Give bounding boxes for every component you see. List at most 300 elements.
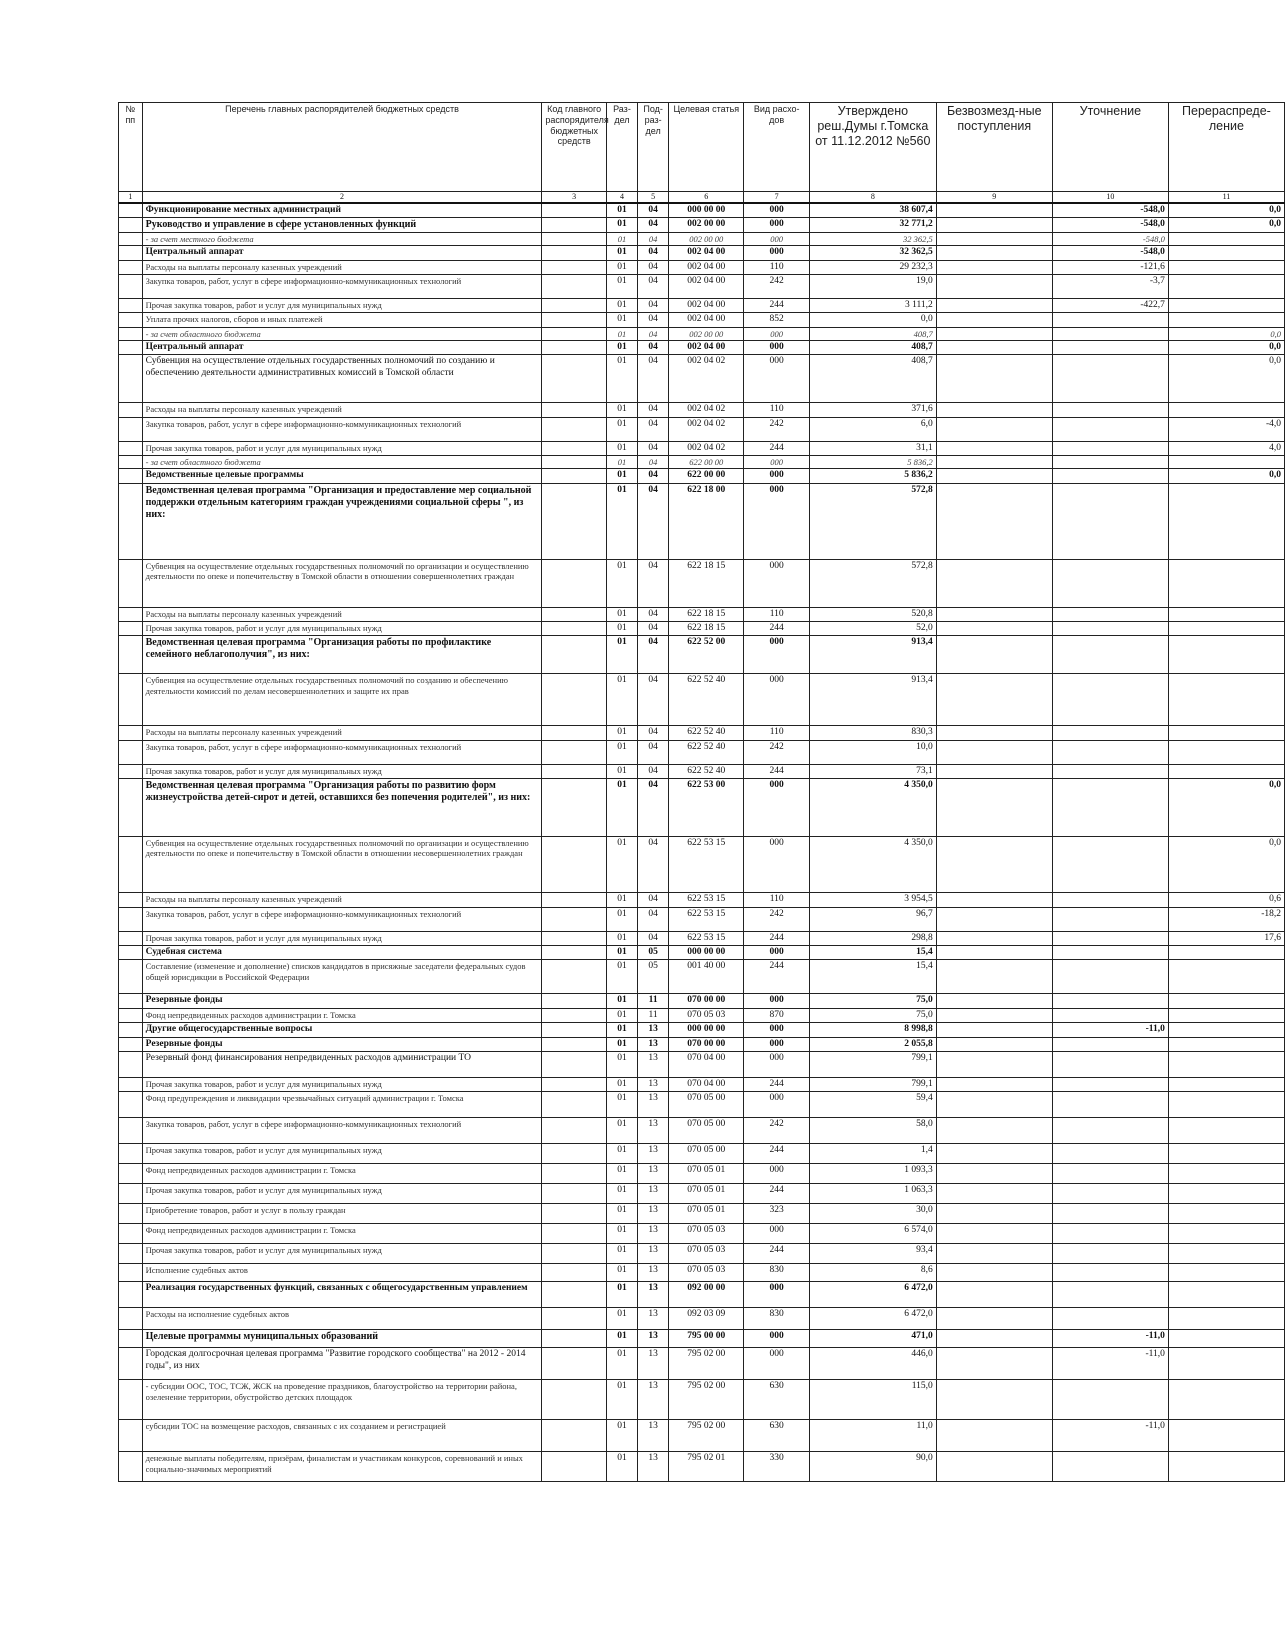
expense-type-cell: 244	[744, 1144, 810, 1164]
manager-code-cell	[542, 327, 606, 340]
row-number-cell	[119, 1051, 143, 1077]
item-name-cell: Центральный аппарат	[142, 246, 542, 260]
approved-amount-cell: 3 954,5	[809, 893, 936, 907]
table-row	[119, 960, 1285, 994]
refinement-cell: -548,0	[1052, 246, 1168, 260]
subsection-cell: 04	[638, 726, 669, 740]
subsection-cell: 13	[638, 1023, 669, 1037]
expense-type-cell: 000	[744, 327, 810, 340]
expense-type-cell: 000	[744, 1224, 810, 1244]
subsection-cell: 05	[638, 946, 669, 960]
gratuitous-receipts-cell	[936, 931, 1052, 945]
row-number-cell	[119, 327, 143, 340]
refinement-cell	[1052, 403, 1168, 417]
item-name-cell: Субвенция на осуществление отдельных государственных полномочий по организации и осуществлению деятельности по опеке и попечительству в Томской области в отношении совершеннолетних граждан	[142, 559, 542, 607]
row-number-cell	[119, 340, 143, 354]
manager-code-cell	[542, 340, 606, 354]
table-row	[119, 946, 1285, 960]
refinement-cell: -121,6	[1052, 260, 1168, 274]
table-row	[119, 313, 1285, 327]
subsection-cell: 11	[638, 1008, 669, 1022]
approved-amount-cell: 471,0	[809, 1330, 936, 1348]
row-number-cell	[119, 1164, 143, 1184]
approved-amount-cell: 75,0	[809, 994, 936, 1008]
item-name-cell: Функционирование местных администраций	[142, 203, 542, 218]
table-row	[119, 636, 1285, 674]
header-cell: Утверждено реш.Думы г.Томска от 11.12.2012 №560	[809, 103, 936, 192]
gratuitous-receipts-cell	[936, 1164, 1052, 1184]
expense-type-cell: 242	[744, 1118, 810, 1144]
gratuitous-receipts-cell	[936, 1077, 1052, 1091]
subsection-cell: 13	[638, 1077, 669, 1091]
manager-code-cell	[542, 1008, 606, 1022]
target-article-cell: 070 05 01	[669, 1184, 744, 1204]
row-number-cell	[119, 1380, 143, 1420]
table-row	[119, 246, 1285, 260]
target-article-cell: 000 00 00	[669, 203, 744, 218]
manager-code-cell	[542, 607, 606, 621]
refinement-cell	[1052, 1118, 1168, 1144]
header-cell: Код главного распорядителя бюджетных средств	[542, 103, 606, 192]
redistribution-cell: 0,0	[1168, 779, 1284, 837]
redistribution-cell	[1168, 483, 1284, 559]
refinement-cell	[1052, 1244, 1168, 1264]
expense-type-cell: 000	[744, 340, 810, 354]
item-name-cell: Фонд непредвиденных расходов администрации г. Томска	[142, 1224, 542, 1244]
expense-type-cell: 000	[744, 1164, 810, 1184]
table-row	[119, 559, 1285, 607]
subsection-cell: 04	[638, 559, 669, 607]
manager-code-cell	[542, 559, 606, 607]
target-article-cell: 070 05 00	[669, 1144, 744, 1164]
section-cell: 01	[606, 907, 637, 931]
table-row	[119, 217, 1285, 232]
gratuitous-receipts-cell	[936, 1348, 1052, 1380]
target-article-cell: 002 04 02	[669, 403, 744, 417]
gratuitous-receipts-cell	[936, 893, 1052, 907]
section-cell: 01	[606, 1118, 637, 1144]
manager-code-cell	[542, 931, 606, 945]
expense-type-cell: 000	[744, 456, 810, 469]
row-number-cell	[119, 893, 143, 907]
item-name-cell: - субсидии ООС, ТОС, ТСЖ, ЖСК на проведение праздников, благоустройство на территории района, озеленение территории, обустройство детских площадок	[142, 1380, 542, 1420]
redistribution-cell	[1168, 1420, 1284, 1452]
refinement-cell: -11,0	[1052, 1023, 1168, 1037]
header-cell: Перераспреде-ление	[1168, 103, 1284, 192]
target-article-cell: 000 00 00	[669, 1023, 744, 1037]
redistribution-cell	[1168, 1224, 1284, 1244]
expense-type-cell: 323	[744, 1204, 810, 1224]
gratuitous-receipts-cell	[936, 1244, 1052, 1264]
table-row	[119, 340, 1285, 354]
gratuitous-receipts-cell	[936, 946, 1052, 960]
gratuitous-receipts-cell	[936, 740, 1052, 764]
approved-amount-cell: 32 362,5	[809, 232, 936, 245]
manager-code-cell	[542, 203, 606, 218]
manager-code-cell	[542, 726, 606, 740]
redistribution-cell	[1168, 764, 1284, 778]
row-number-cell	[119, 1348, 143, 1380]
table-row	[119, 1348, 1285, 1380]
refinement-cell	[1052, 1224, 1168, 1244]
target-article-cell: 795 02 01	[669, 1452, 744, 1482]
redistribution-cell: 0,0	[1168, 217, 1284, 232]
table-row	[119, 726, 1285, 740]
gratuitous-receipts-cell	[936, 441, 1052, 455]
manager-code-cell	[542, 1308, 606, 1330]
section-cell: 01	[606, 217, 637, 232]
subsection-cell: 04	[638, 203, 669, 218]
redistribution-cell	[1168, 1037, 1284, 1051]
section-cell: 01	[606, 403, 637, 417]
approved-amount-cell: 58,0	[809, 1118, 936, 1144]
row-number-cell	[119, 246, 143, 260]
target-article-cell: 070 05 01	[669, 1164, 744, 1184]
expense-type-cell: 000	[744, 1282, 810, 1308]
approved-amount-cell: 96,7	[809, 907, 936, 931]
manager-code-cell	[542, 456, 606, 469]
section-cell: 01	[606, 1452, 637, 1482]
target-article-cell: 070 05 03	[669, 1264, 744, 1282]
item-name-cell: Закупка товаров, работ, услуг в сфере информационно-коммуникационных технологий	[142, 274, 542, 298]
table-row	[119, 1420, 1285, 1452]
table-row	[119, 1224, 1285, 1244]
gratuitous-receipts-cell	[936, 674, 1052, 726]
header-cell: Под-раз-дел	[638, 103, 669, 192]
table-row	[119, 1380, 1285, 1420]
target-article-cell: 000 00 00	[669, 946, 744, 960]
section-cell: 01	[606, 674, 637, 726]
manager-code-cell	[542, 636, 606, 674]
item-name-cell: Приобретение товаров, работ и услуг в пользу граждан	[142, 1204, 542, 1224]
refinement-cell: -548,0	[1052, 217, 1168, 232]
item-name-cell: - за счет местного бюджета	[142, 232, 542, 245]
target-article-cell: 622 52 40	[669, 764, 744, 778]
manager-code-cell	[542, 1244, 606, 1264]
item-name-cell: Расходы на выплаты персоналу казенных учреждений	[142, 893, 542, 907]
subsection-cell: 13	[638, 1224, 669, 1244]
item-name-cell: Городская долгосрочная целевая программа "Развитие городского сообщества" на 2012 - 2014 годы", из них	[142, 1348, 542, 1380]
gratuitous-receipts-cell	[936, 607, 1052, 621]
target-article-cell: 622 18 00	[669, 483, 744, 559]
expense-type-cell: 000	[744, 674, 810, 726]
approved-amount-cell: 38 607,4	[809, 203, 936, 218]
manager-code-cell	[542, 260, 606, 274]
subsection-cell: 04	[638, 893, 669, 907]
row-number-cell	[119, 607, 143, 621]
refinement-cell	[1052, 483, 1168, 559]
target-article-cell: 070 05 03	[669, 1008, 744, 1022]
row-number-cell	[119, 1037, 143, 1051]
item-name-cell: Целевые программы муниципальных образований	[142, 1330, 542, 1348]
manager-code-cell	[542, 355, 606, 403]
section-cell: 01	[606, 946, 637, 960]
subsection-cell: 13	[638, 1144, 669, 1164]
gratuitous-receipts-cell	[936, 246, 1052, 260]
table-row	[119, 274, 1285, 298]
section-cell: 01	[606, 726, 637, 740]
section-cell: 01	[606, 1308, 637, 1330]
approved-amount-cell: 59,4	[809, 1092, 936, 1118]
redistribution-cell	[1168, 674, 1284, 726]
section-cell: 01	[606, 1144, 637, 1164]
subsection-cell: 04	[638, 837, 669, 893]
section-cell: 01	[606, 994, 637, 1008]
item-name-cell: Прочая закупка товаров, работ и услуг для муниципальных нужд	[142, 1077, 542, 1091]
expense-type-cell: 000	[744, 1051, 810, 1077]
approved-amount-cell: 1 063,3	[809, 1184, 936, 1204]
column-number: 8	[809, 192, 936, 203]
gratuitous-receipts-cell	[936, 1184, 1052, 1204]
gratuitous-receipts-cell	[936, 1308, 1052, 1330]
gratuitous-receipts-cell	[936, 417, 1052, 441]
table-row	[119, 456, 1285, 469]
refinement-cell	[1052, 740, 1168, 764]
target-article-cell: 070 04 00	[669, 1077, 744, 1091]
subsection-cell: 13	[638, 1118, 669, 1144]
approved-amount-cell: 913,4	[809, 674, 936, 726]
expense-type-cell: 110	[744, 893, 810, 907]
target-article-cell: 622 18 15	[669, 559, 744, 607]
redistribution-cell	[1168, 1144, 1284, 1164]
refinement-cell	[1052, 1164, 1168, 1184]
redistribution-cell: 0,0	[1168, 327, 1284, 340]
section-cell: 01	[606, 1330, 637, 1348]
manager-code-cell	[542, 1380, 606, 1420]
redistribution-cell: 0,0	[1168, 837, 1284, 893]
target-article-cell: 622 53 00	[669, 779, 744, 837]
manager-code-cell	[542, 837, 606, 893]
gratuitous-receipts-cell	[936, 355, 1052, 403]
approved-amount-cell: 15,4	[809, 946, 936, 960]
budget-document	[118, 102, 1281, 1650]
gratuitous-receipts-cell	[936, 1380, 1052, 1420]
manager-code-cell	[542, 1282, 606, 1308]
subsection-cell: 13	[638, 1184, 669, 1204]
item-name-cell: Расходы на выплаты персоналу казенных учреждений	[142, 726, 542, 740]
section-cell: 01	[606, 1282, 637, 1308]
target-article-cell: 070 04 00	[669, 1051, 744, 1077]
expense-type-cell: 000	[744, 355, 810, 403]
expense-type-cell: 000	[744, 1348, 810, 1380]
manager-code-cell	[542, 417, 606, 441]
expense-type-cell: 244	[744, 1244, 810, 1264]
section-cell: 01	[606, 1244, 637, 1264]
expense-type-cell: 000	[744, 1330, 810, 1348]
subsection-cell: 04	[638, 636, 669, 674]
approved-amount-cell: 15,4	[809, 960, 936, 994]
section-cell: 01	[606, 1204, 637, 1224]
manager-code-cell	[542, 1118, 606, 1144]
redistribution-cell	[1168, 456, 1284, 469]
item-name-cell: Прочая закупка товаров, работ и услуг для муниципальных нужд	[142, 764, 542, 778]
refinement-cell: -422,7	[1052, 298, 1168, 312]
target-article-cell: 002 04 02	[669, 441, 744, 455]
redistribution-cell	[1168, 246, 1284, 260]
refinement-cell	[1052, 456, 1168, 469]
refinement-cell: -11,0	[1052, 1330, 1168, 1348]
subsection-cell: 13	[638, 1204, 669, 1224]
table-row	[119, 1118, 1285, 1144]
table-row	[119, 1092, 1285, 1118]
row-number-cell	[119, 1077, 143, 1091]
row-number-cell	[119, 1184, 143, 1204]
approved-amount-cell: 19,0	[809, 274, 936, 298]
subsection-cell: 04	[638, 260, 669, 274]
gratuitous-receipts-cell	[936, 837, 1052, 893]
refinement-cell	[1052, 559, 1168, 607]
section-cell: 01	[606, 417, 637, 441]
row-number-cell	[119, 726, 143, 740]
column-number: 1	[119, 192, 143, 203]
section-cell: 01	[606, 559, 637, 607]
target-article-cell: 002 04 00	[669, 313, 744, 327]
section-cell: 01	[606, 1037, 637, 1051]
item-name-cell: Расходы на исполнение судебных актов	[142, 1308, 542, 1330]
gratuitous-receipts-cell	[936, 907, 1052, 931]
table-row	[119, 893, 1285, 907]
expense-type-cell: 000	[744, 483, 810, 559]
table-row	[119, 907, 1285, 931]
section-cell: 01	[606, 203, 637, 218]
section-cell: 01	[606, 1264, 637, 1282]
subsection-cell: 13	[638, 1092, 669, 1118]
gratuitous-receipts-cell	[936, 313, 1052, 327]
approved-amount-cell: 5 836,2	[809, 469, 936, 483]
manager-code-cell	[542, 246, 606, 260]
approved-amount-cell: 1,4	[809, 1144, 936, 1164]
gratuitous-receipts-cell	[936, 469, 1052, 483]
subsection-cell: 04	[638, 313, 669, 327]
refinement-cell	[1052, 1204, 1168, 1224]
redistribution-cell	[1168, 994, 1284, 1008]
approved-amount-cell: 8 998,8	[809, 1023, 936, 1037]
row-number-cell	[119, 1244, 143, 1264]
table-row	[119, 931, 1285, 945]
expense-type-cell: 110	[744, 607, 810, 621]
target-article-cell: 002 04 00	[669, 298, 744, 312]
item-name-cell: Прочая закупка товаров, работ и услуг для муниципальных нужд	[142, 441, 542, 455]
refinement-cell	[1052, 1264, 1168, 1282]
approved-amount-cell: 572,8	[809, 559, 936, 607]
section-cell: 01	[606, 740, 637, 764]
refinement-cell	[1052, 1282, 1168, 1308]
subsection-cell: 04	[638, 274, 669, 298]
section-cell: 01	[606, 1420, 637, 1452]
gratuitous-receipts-cell	[936, 726, 1052, 740]
gratuitous-receipts-cell	[936, 779, 1052, 837]
item-name-cell: Расходы на выплаты персоналу казенных учреждений	[142, 403, 542, 417]
refinement-cell	[1052, 1144, 1168, 1164]
row-number-cell	[119, 1008, 143, 1022]
header-cell: Вид расхо-дов	[744, 103, 810, 192]
row-number-cell	[119, 260, 143, 274]
refinement-cell	[1052, 1380, 1168, 1420]
gratuitous-receipts-cell	[936, 1282, 1052, 1308]
manager-code-cell	[542, 441, 606, 455]
refinement-cell	[1052, 469, 1168, 483]
section-cell: 01	[606, 1348, 637, 1380]
section-cell: 01	[606, 1224, 637, 1244]
column-number: 9	[936, 192, 1052, 203]
column-number: 3	[542, 192, 606, 203]
item-name-cell: Резервный фонд финансирования непредвиденных расходов администрации ТО	[142, 1051, 542, 1077]
section-cell: 01	[606, 1380, 637, 1420]
redistribution-cell	[1168, 1077, 1284, 1091]
section-cell: 01	[606, 764, 637, 778]
expense-type-cell: 830	[744, 1308, 810, 1330]
redistribution-cell	[1168, 1264, 1284, 1282]
target-article-cell: 622 00 00	[669, 469, 744, 483]
gratuitous-receipts-cell	[936, 260, 1052, 274]
redistribution-cell	[1168, 1118, 1284, 1144]
row-number-cell	[119, 274, 143, 298]
refinement-cell: -548,0	[1052, 232, 1168, 245]
table-body	[119, 203, 1285, 1482]
row-number-cell	[119, 740, 143, 764]
refinement-cell	[1052, 340, 1168, 354]
refinement-cell	[1052, 994, 1168, 1008]
gratuitous-receipts-cell	[936, 1452, 1052, 1482]
manager-code-cell	[542, 1348, 606, 1380]
refinement-cell: -11,0	[1052, 1420, 1168, 1452]
table-row	[119, 1452, 1285, 1482]
table-row	[119, 403, 1285, 417]
target-article-cell: 622 52 40	[669, 726, 744, 740]
refinement-cell	[1052, 622, 1168, 636]
refinement-cell	[1052, 764, 1168, 778]
redistribution-cell	[1168, 1092, 1284, 1118]
header-cell: Безвозмезд-ные поступления	[936, 103, 1052, 192]
approved-amount-cell: 799,1	[809, 1077, 936, 1091]
manager-code-cell	[542, 1452, 606, 1482]
expense-type-cell: 244	[744, 298, 810, 312]
subsection-cell: 04	[638, 217, 669, 232]
row-number-cell	[119, 764, 143, 778]
row-number-cell	[119, 441, 143, 455]
section-cell: 01	[606, 313, 637, 327]
table-row	[119, 1308, 1285, 1330]
column-number: 11	[1168, 192, 1284, 203]
row-number-cell	[119, 1118, 143, 1144]
item-name-cell: Ведомственная целевая программа "Организация работы по профилактике семейного неблагополучия", из них:	[142, 636, 542, 674]
row-number-cell	[119, 1452, 143, 1482]
column-number: 10	[1052, 192, 1168, 203]
gratuitous-receipts-cell	[936, 403, 1052, 417]
refinement-cell	[1052, 837, 1168, 893]
expense-type-cell: 242	[744, 274, 810, 298]
gratuitous-receipts-cell	[936, 456, 1052, 469]
refinement-cell	[1052, 355, 1168, 403]
target-article-cell: 622 53 15	[669, 837, 744, 893]
table-row	[119, 1164, 1285, 1184]
row-number-cell	[119, 417, 143, 441]
target-article-cell: 622 52 00	[669, 636, 744, 674]
header-row	[119, 103, 1285, 192]
subsection-cell: 13	[638, 1051, 669, 1077]
refinement-cell	[1052, 1308, 1168, 1330]
expense-type-cell: 110	[744, 726, 810, 740]
row-number-cell	[119, 1144, 143, 1164]
row-number-cell	[119, 674, 143, 726]
section-cell: 01	[606, 607, 637, 621]
target-article-cell: 002 04 00	[669, 274, 744, 298]
subsection-cell: 04	[638, 740, 669, 764]
gratuitous-receipts-cell	[936, 483, 1052, 559]
item-name-cell: Резервные фонды	[142, 1037, 542, 1051]
subsection-cell: 13	[638, 1420, 669, 1452]
item-name-cell: Закупка товаров, работ, услуг в сфере информационно-коммуникационных технологий	[142, 417, 542, 441]
